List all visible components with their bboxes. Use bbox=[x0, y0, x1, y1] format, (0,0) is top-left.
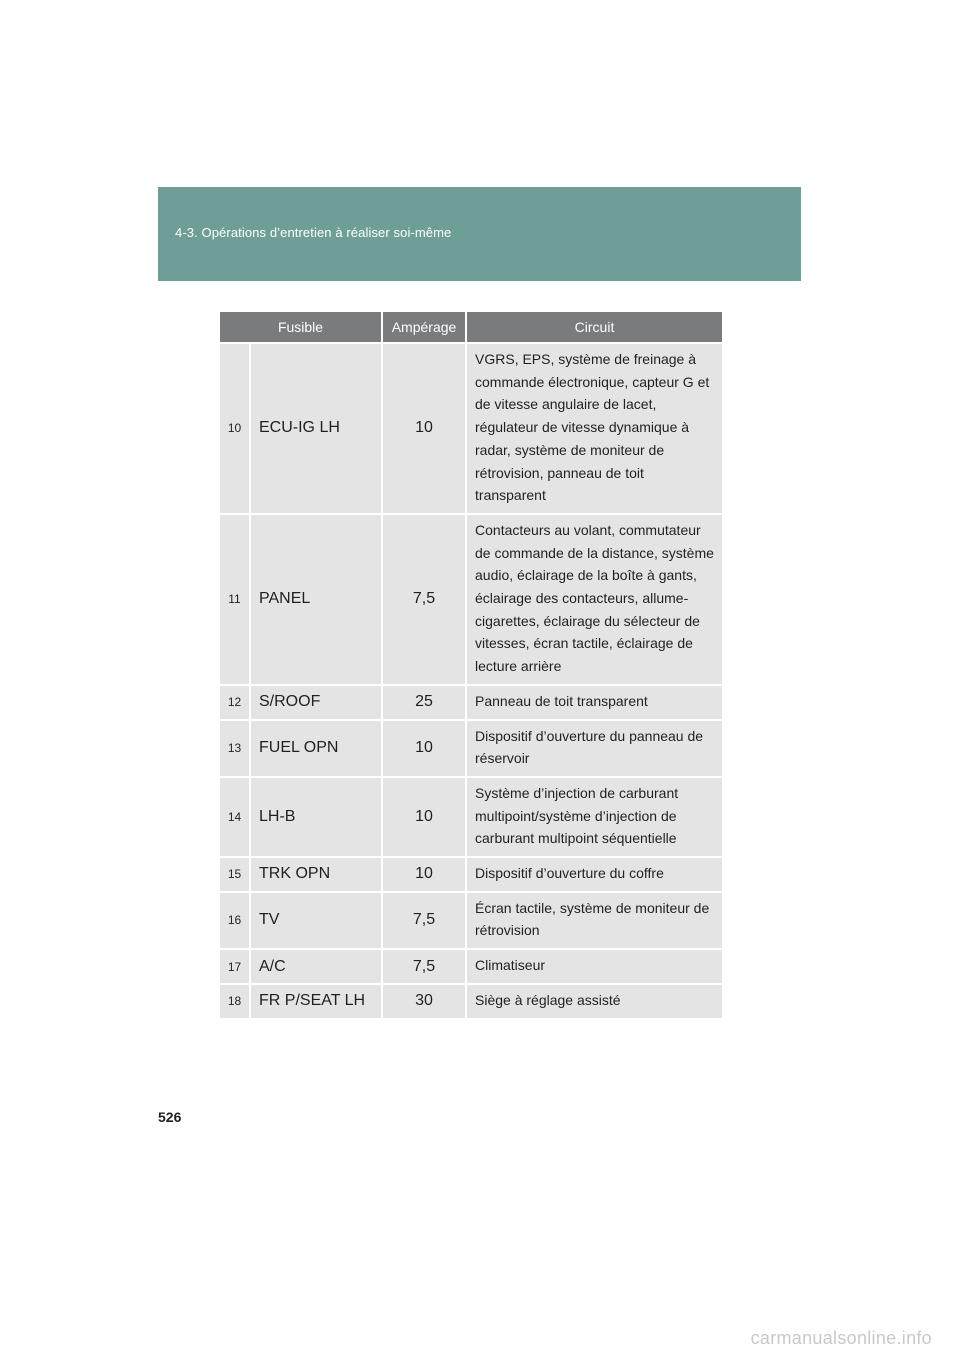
table-header-row bbox=[220, 312, 722, 343]
table-row bbox=[220, 892, 722, 949]
fuse-table bbox=[220, 312, 722, 1018]
fuse-name: S/ROOF bbox=[250, 685, 382, 720]
table-row bbox=[220, 514, 722, 685]
table-row bbox=[220, 857, 722, 892]
fuse-number: 18 bbox=[220, 984, 250, 1018]
fuse-amperage: 10 bbox=[382, 857, 466, 892]
fuse-amperage: 7,5 bbox=[382, 949, 466, 984]
fuse-number: 15 bbox=[220, 857, 250, 892]
fuse-amperage: 7,5 bbox=[382, 514, 466, 685]
fuse-number: 17 bbox=[220, 949, 250, 984]
fuse-name: ECU-IG LH bbox=[250, 343, 382, 514]
fuse-name: TRK OPN bbox=[250, 857, 382, 892]
fuse-amperage: 7,5 bbox=[382, 892, 466, 949]
fuse-amperage: 10 bbox=[382, 777, 466, 857]
fuse-circuit: Panneau de toit transparent bbox=[466, 685, 722, 720]
fuse-name: FUEL OPN bbox=[250, 720, 382, 777]
fuse-name: FR P/SEAT LH bbox=[250, 984, 382, 1018]
table-row bbox=[220, 984, 722, 1018]
fuse-name: LH-B bbox=[250, 777, 382, 857]
fuse-circuit: Dispositif d’ouverture du panneau de réservoir bbox=[466, 720, 722, 777]
fuse-name: PANEL bbox=[250, 514, 382, 685]
fuse-number: 11 bbox=[220, 514, 250, 685]
fuse-circuit: Contacteurs au volant, commutateur de commande de la distance, système audio, éclairage de la boîte à gants, éclairage des contacteurs, allume-cigarettes, éclairage du sélecteur de vitesses, écran tactile, éclairage de lecture arrière bbox=[466, 514, 722, 685]
table-row bbox=[220, 685, 722, 720]
fuse-number: 12 bbox=[220, 685, 250, 720]
section-header-band bbox=[158, 187, 801, 281]
table-row bbox=[220, 720, 722, 777]
fuse-circuit: Dispositif d’ouverture du coffre bbox=[466, 857, 722, 892]
fuse-number: 10 bbox=[220, 343, 250, 514]
fuse-circuit: VGRS, EPS, système de freinage à commande électronique, capteur G et de vitesse angulaire de lacet, régulateur de vitesse dynamique à radar, système de moniteur de rétrovision, panneau de toit transparent bbox=[466, 343, 722, 514]
table-row bbox=[220, 343, 722, 514]
fuse-number: 14 bbox=[220, 777, 250, 857]
fuse-amperage: 25 bbox=[382, 685, 466, 720]
fuse-amperage: 10 bbox=[382, 343, 466, 514]
fuse-name: TV bbox=[250, 892, 382, 949]
fuse-amperage: 30 bbox=[382, 984, 466, 1018]
fuse-number: 13 bbox=[220, 720, 250, 777]
fuse-circuit: Système d’injection de carburant multipoint/système d’injection de carburant multipoint séquentielle bbox=[466, 777, 722, 857]
table-row bbox=[220, 777, 722, 857]
section-title: 4-3. Opérations d’entretien à réaliser soi-même bbox=[175, 225, 452, 240]
fuse-circuit: Climatiseur bbox=[466, 949, 722, 984]
fuse-name: A/C bbox=[250, 949, 382, 984]
column-header-circuit: Circuit bbox=[466, 312, 722, 343]
fuse-amperage: 10 bbox=[382, 720, 466, 777]
column-header-amperage: Ampérage bbox=[382, 312, 466, 343]
watermark-text: carmanualsonline.info bbox=[750, 1328, 932, 1348]
column-header-fusible: Fusible bbox=[220, 312, 382, 343]
fuse-number: 16 bbox=[220, 892, 250, 949]
page-number: 526 bbox=[158, 1109, 182, 1125]
table-row bbox=[220, 949, 722, 984]
fuse-circuit: Siège à réglage assisté bbox=[466, 984, 722, 1018]
fuse-circuit: Écran tactile, système de moniteur de rétrovision bbox=[466, 892, 722, 949]
